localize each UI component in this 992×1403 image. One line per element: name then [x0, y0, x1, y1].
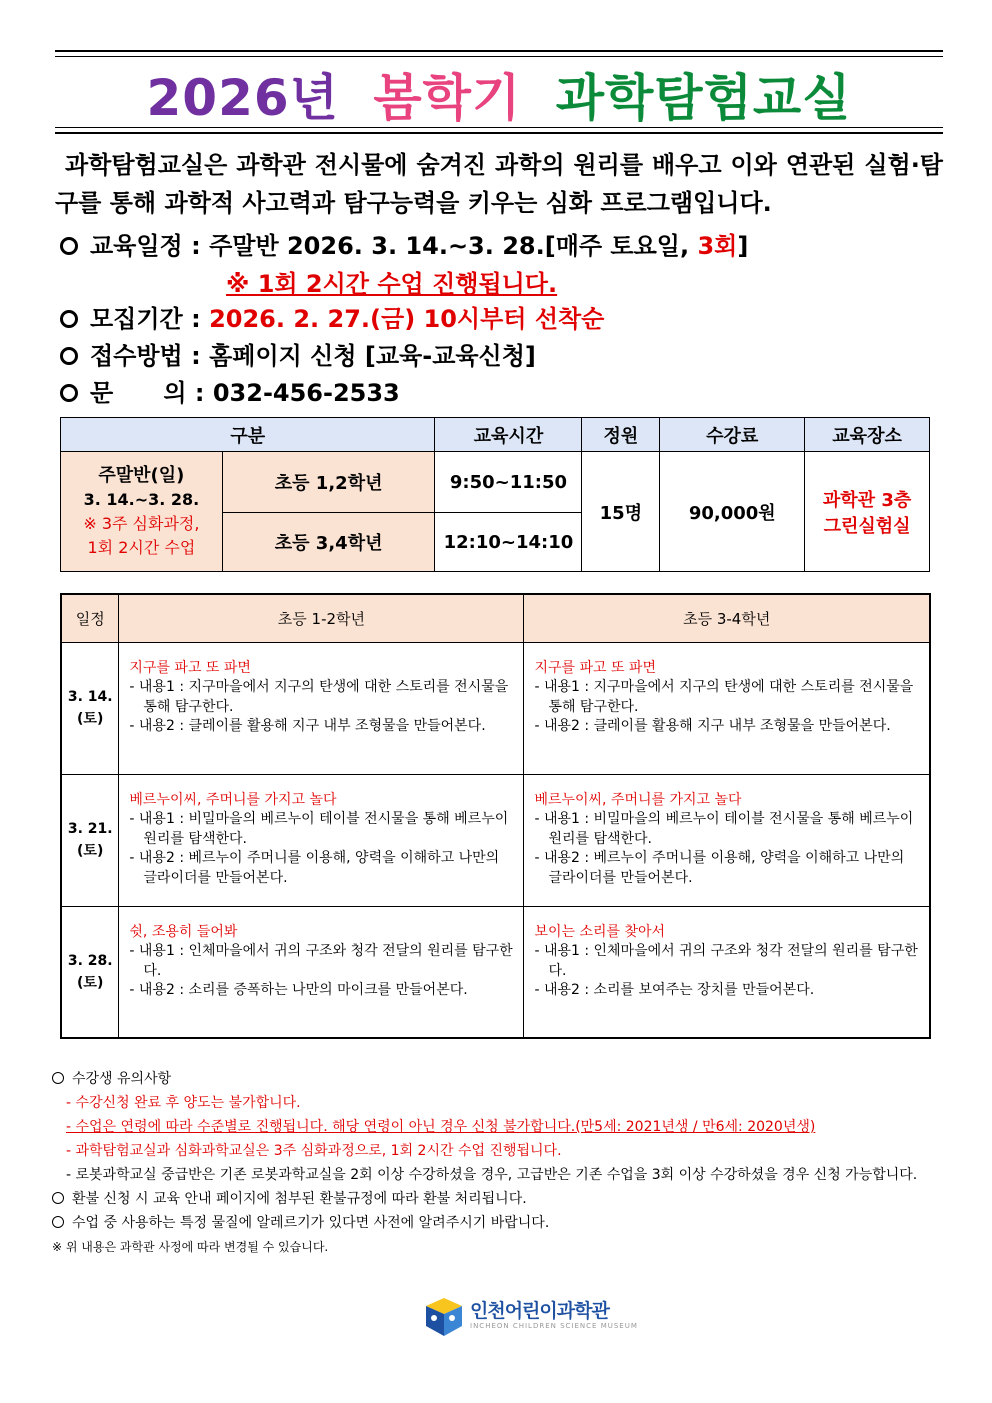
lesson-content: - 내용2 : 클레이를 활용해 지구 내부 조형물을 만들어본다.	[534, 718, 891, 734]
lesson-topic: 지구를 파고 또 파면	[129, 659, 251, 676]
top-rule-thin	[55, 56, 943, 57]
header-time: 교육시간	[435, 418, 582, 452]
schedule-end: ]	[737, 232, 749, 260]
contact-value: 032-456-2533	[212, 379, 400, 407]
summary-table	[60, 417, 930, 572]
header-category: 구분	[61, 418, 435, 452]
lesson-content: - 내용2 : 소리를 보여주는 장치를 만들어본다.	[534, 982, 815, 998]
note-item: - 수강신청 완료 후 양도는 불가합니다.	[66, 1095, 301, 1111]
lesson-topic: 보이는 소리를 찾아서	[534, 923, 666, 940]
bullet-circle-icon	[60, 347, 78, 365]
lesson-content: - 내용1 : 지구마을에서 지구의 탄생에 대한 스토리를 전시물을 통해 탐구한다.	[129, 679, 509, 715]
lesson-cell	[524, 642, 930, 774]
grade-cell: 초등 1,2학년	[222, 452, 435, 513]
title-season: 봄학기	[373, 69, 522, 127]
date-cell	[61, 906, 119, 1038]
lesson-content: - 내용1 : 인체마을에서 귀의 구조와 청각 전달의 원리를 탐구한다.	[129, 943, 513, 979]
title-rule-thin	[55, 127, 943, 128]
note-item: - 로봇과학교실 중급반은 기존 로봇과학교실을 2회 이상 수강하셨을 경우, 고급반은 기존 수업을 3회 이상 수강하셨을 경우 신청 가능합니다.	[66, 1167, 918, 1183]
notes-section	[52, 1067, 944, 1259]
day: (토)	[77, 974, 104, 991]
class-cell	[61, 452, 223, 572]
place-line-2: 그린실험실	[823, 515, 911, 537]
class-dates: 3. 14.~3. 28.	[83, 489, 200, 509]
lesson-topic: 지구를 파고 또 파면	[534, 659, 656, 676]
bullet-circle-icon	[60, 237, 78, 255]
header-place: 교육장소	[805, 418, 930, 452]
top-rule	[55, 50, 943, 52]
day: (토)	[77, 843, 104, 859]
intro-text: 과학탐험교실은 과학관 전시물에 숨겨진 과학의 원리를 배우고 이와 연관된 실험·탐구를 통해 과학적 사고력과 탐구능력을 키우는 심화 프로그램입니다.	[55, 151, 943, 217]
cube-logo-icon	[422, 1292, 468, 1340]
lesson-content: - 내용1 : 지구마을에서 지구의 탄생에 대한 스토리를 전시물을 통해 탐구한다.	[534, 679, 914, 715]
schedule-value: 주말반 2026. 3. 14.~3. 28.[매주 토요일,	[209, 232, 690, 260]
bullet-circle-icon	[60, 310, 78, 328]
curriculum-table	[60, 593, 931, 1039]
museum-logo	[422, 1292, 638, 1342]
page-title	[55, 58, 943, 130]
lesson-content: - 내용1 : 인체마을에서 귀의 구조와 청각 전달의 원리를 탐구한다.	[534, 943, 918, 979]
lesson-cell	[119, 906, 524, 1038]
lesson-topic: 쉿, 조용히 들어봐	[129, 923, 238, 940]
colon: :	[191, 342, 201, 370]
class-note-1: ※ 3주 심화과정,	[83, 513, 200, 533]
class-name: 주말반(일)	[98, 464, 185, 486]
contact-key: 문 의	[90, 379, 187, 407]
header-date: 일정	[61, 594, 119, 642]
recruit-value: 2026. 2. 27.(금) 10시부터 선착순	[209, 305, 605, 333]
refund-note: 환불 신청 시 교육 안내 페이지에 첨부된 환불규정에 따라 환불 처리됩니다.	[72, 1191, 527, 1207]
place-line-1: 과학관 3층	[822, 489, 912, 511]
date: 3. 28.	[67, 952, 113, 969]
recruit-key: 모집기간	[90, 305, 183, 333]
footnote: ※ 위 내용은 과학관 사정에 따라 변경될 수 있습니다.	[52, 1240, 329, 1254]
method-key: 접수방법	[90, 342, 183, 370]
lesson-content: - 내용1 : 비밀마을의 베르누이 테이블 전시물을 통해 베르누이 원리를 탐색한다.	[129, 811, 509, 847]
allergy-row	[52, 1211, 944, 1235]
lesson-topic: 베르누이씨, 주머니를 가지고 놀다	[129, 791, 337, 808]
schedule-count: 3회	[697, 232, 738, 260]
lesson-content: - 내용2 : 베르누이 주머니를 이용해, 양력을 이해하고 나만의 글라이더를 만들어본다.	[129, 850, 500, 886]
date-cell	[61, 774, 119, 906]
colon: :	[194, 379, 205, 407]
header-fee: 수강료	[660, 418, 805, 452]
time-cell: 12:10~14:10	[435, 513, 582, 572]
lesson-content: - 내용1 : 비밀마을의 베르누이 테이블 전시물을 통해 베르누이 원리를 탐색한다.	[534, 811, 914, 847]
notes-heading-row	[52, 1067, 944, 1091]
day: (토)	[77, 711, 104, 727]
method-value: 홈페이지 신청 [교육-교육신청]	[209, 342, 536, 370]
header-capacity: 정원	[582, 418, 660, 452]
lesson-cell	[119, 642, 524, 774]
schedule-key: 교육일정	[90, 232, 183, 260]
lesson-cell	[524, 774, 930, 906]
title-rule	[55, 132, 943, 134]
lesson-content: - 내용2 : 소리를 증폭하는 나만의 마이크를 만들어본다.	[129, 982, 468, 998]
title-name: 과학탐험교실	[555, 69, 852, 127]
place-cell	[805, 452, 930, 572]
refund-row	[52, 1187, 944, 1211]
info-schedule	[60, 228, 748, 264]
header-grade-34: 초등 3-4학년	[524, 594, 930, 642]
colon: :	[191, 232, 201, 260]
note-item: - 과학탐험교실과 심화과학교실은 3주 심화과정으로, 1회 2시간 수업 진행됩니다.	[66, 1143, 562, 1159]
logo-sub: INCHEON CHILDREN SCIENCE MUSEUM	[470, 1322, 638, 1330]
colon: :	[191, 305, 201, 333]
info-method	[60, 338, 536, 374]
lesson-content: - 내용2 : 클레이를 활용해 지구 내부 조형물을 만들어본다.	[129, 718, 486, 734]
title-year: 2026년	[146, 69, 339, 127]
capacity-cell: 15명	[582, 452, 660, 572]
date: 3. 21.	[67, 821, 113, 837]
lesson-cell	[524, 906, 930, 1038]
lesson-cell	[119, 774, 524, 906]
date-cell	[61, 642, 119, 774]
logo-name: 인천어린이과학관	[470, 1300, 609, 1322]
header-grade-12: 초등 1-2학년	[119, 594, 524, 642]
class-note-2: 1회 2시간 수업	[87, 537, 196, 557]
note-item: - 수업은 연령에 따라 수준별로 진행됩니다. 해당 연령이 아닌 경우 신청 불가합니다.(만5세: 2021년생 / 만6세: 2020년생)	[66, 1119, 816, 1135]
circle-icon	[52, 1192, 64, 1204]
time-cell: 9:50~11:50	[435, 452, 582, 513]
circle-icon	[52, 1072, 64, 1084]
info-contact	[60, 375, 400, 411]
notes-heading: 수강생 유의사항	[72, 1071, 172, 1087]
allergy-note: 수업 중 사용하는 특정 물질에 알레르기가 있다면 사전에 알려주시기 바랍니다.	[72, 1215, 550, 1231]
info-recruit	[60, 301, 604, 337]
lesson-content: - 내용2 : 베르누이 주머니를 이용해, 양력을 이해하고 나만의 글라이더를 만들어본다.	[534, 850, 905, 886]
lesson-topic: 베르누이씨, 주머니를 가지고 놀다	[534, 791, 742, 808]
grade-cell: 초등 3,4학년	[222, 513, 435, 572]
bullet-circle-icon	[60, 384, 78, 402]
fee-cell: 90,000원	[660, 452, 805, 572]
schedule-note: ※ 1회 2시간 수업 진행됩니다.	[226, 270, 558, 298]
circle-icon	[52, 1216, 64, 1228]
date: 3. 14.	[67, 689, 113, 705]
